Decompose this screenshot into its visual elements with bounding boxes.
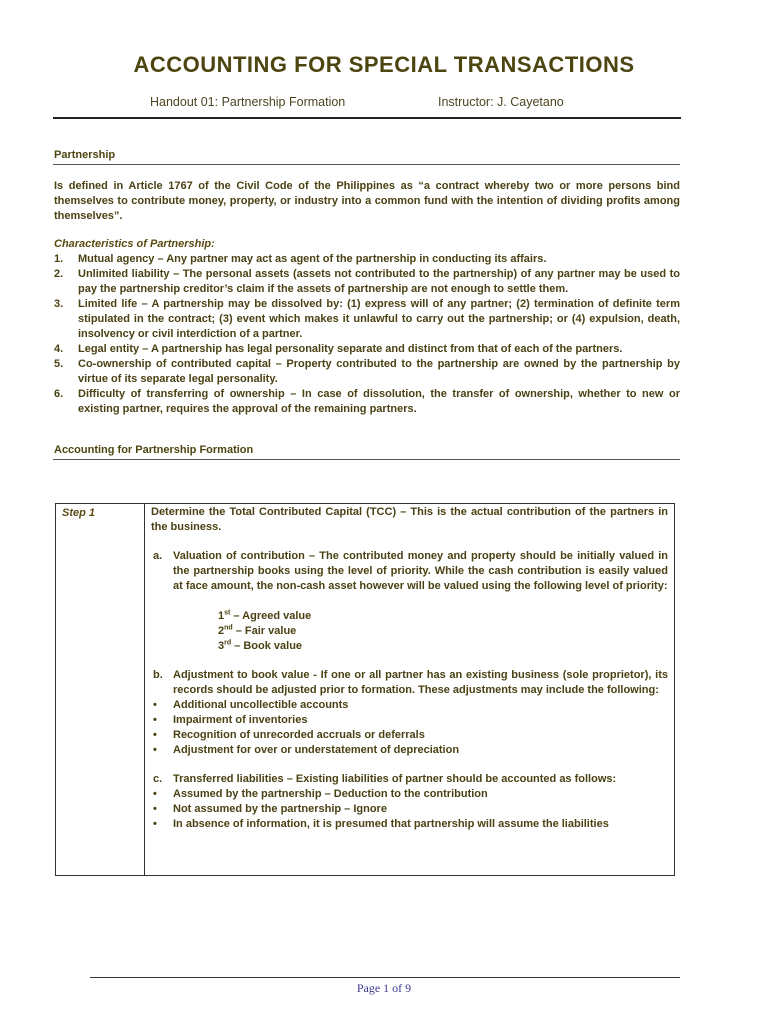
section-heading-partnership: Partnership — [54, 149, 116, 161]
step-intro: Determine the Total Contributed Capital (TCC) – This is the actual contribution of the partners in the business. — [151, 506, 668, 533]
sub-item-a — [151, 549, 668, 654]
list-item: • In absence of information, it is presumed that partnership will assume the liabilities — [151, 817, 668, 832]
priority-level: 2nd – Fair value — [218, 624, 297, 637]
list-number: 3. — [54, 298, 64, 310]
list-text: Limited life – A partnership may be dissolved by: (1) express will of any partner; (2) termination of definite term stipulated in the contract; (3) event which makes it unlawful to carry out the partnership; or (4) expulsion, death, insolvency or civil interdiction of a partner. — [78, 298, 680, 340]
list-item: • Impairment of inventories — [151, 713, 668, 728]
list-item: • Additional uncollectible accounts — [151, 698, 668, 713]
sub-item-letter: a. — [153, 550, 163, 562]
adjustments-list — [151, 698, 668, 758]
list-item: • Assumed by the partnership – Deduction to the contribution — [151, 787, 668, 802]
step-body — [145, 504, 675, 876]
list-item — [54, 252, 680, 267]
section-heading-formation: Accounting for Partnership Formation — [54, 444, 254, 456]
handout-label: Handout 01: Partnership Formation — [150, 95, 346, 109]
list-item: • Adjustment for over or understatement of depreciation — [151, 743, 668, 758]
list-number: 1. — [54, 253, 64, 265]
sub-item-text: Valuation of contribution – The contributed money and property should be initially valued in the partnership books using the level of priority. While the cash contribution is easily valued at face amount, the non-cash asset however will be valued using the following level of priority: — [173, 550, 668, 592]
header-rule — [53, 117, 681, 119]
characteristics-title: Characteristics of Partnership: — [54, 238, 215, 250]
sub-item-letter: b. — [153, 669, 163, 681]
page-number: Page 1 of 9 — [356, 981, 412, 995]
list-item — [54, 267, 680, 297]
sub-item-text: Transferred liabilities – Existing liabilities of partner should be accounted as follows: — [173, 773, 617, 785]
list-text: Difficulty of transferring of ownership – In case of dissolution, the transfer of ownership, whether to new or existing partner, requires the approval of the remaining partners. — [78, 388, 680, 415]
partnership-definition: Is defined in Article 1767 of the Civil Code of the Philippines as “a contract whereby two or more persons bind themselves to contribute money, property, or industry into a common fund with the intention of dividing profits among themselves”. — [54, 180, 680, 222]
list-item — [54, 357, 680, 387]
table-row — [56, 504, 675, 876]
list-item — [54, 387, 680, 417]
list-number: 2. — [54, 268, 64, 280]
page-title: ACCOUNTING FOR SPECIAL TRANSACTIONS — [133, 52, 635, 77]
sub-item-text: Adjustment to book value - If one or all partner has an existing business (sole proprietor), its records should be adjusted prior to formation. These adjustments may include the following: — [173, 669, 668, 696]
sub-item-letter: c. — [153, 773, 163, 785]
priority-levels — [173, 609, 668, 654]
list-text: Unlimited liability – The personal assets (assets not contributed to the partnership) of any partner may be used to pay the partnership creditor’s claim if the assets of partnership are not enough to settle them. — [78, 268, 680, 295]
steps-table — [55, 503, 675, 876]
instructor-label: Instructor: J. Cayetano — [438, 95, 564, 109]
priority-level: 1st – Agreed value — [218, 609, 312, 622]
priority-level: 3rd – Book value — [218, 639, 303, 652]
sub-item-c — [151, 772, 668, 787]
list-number: 4. — [54, 343, 64, 355]
list-item — [54, 297, 680, 342]
list-text: Co-ownership of contributed capital – Property contributed to the partnership are owned by the partnership by virtue of its separate legal personality. — [78, 358, 680, 385]
footer-rule — [90, 977, 680, 978]
sub-item-b — [151, 668, 668, 698]
list-text: Mutual agency – Any partner may act as agent of the partnership in conducting its affairs. — [78, 253, 547, 265]
characteristics-list — [54, 252, 680, 417]
list-number: 6. — [54, 388, 64, 400]
list-item: • Recognition of unrecorded accruals or deferrals — [151, 728, 668, 743]
liabilities-list — [151, 787, 668, 832]
list-item: • Not assumed by the partnership – Ignore — [151, 802, 668, 817]
step-label: Step 1 — [56, 504, 145, 876]
section-rule-formation — [53, 459, 680, 460]
section-rule-partnership — [53, 164, 680, 165]
list-number: 5. — [54, 358, 64, 370]
list-text: Legal entity – A partnership has legal personality separate and distinct from that of each of the partners. — [78, 343, 623, 355]
list-item — [54, 342, 680, 357]
